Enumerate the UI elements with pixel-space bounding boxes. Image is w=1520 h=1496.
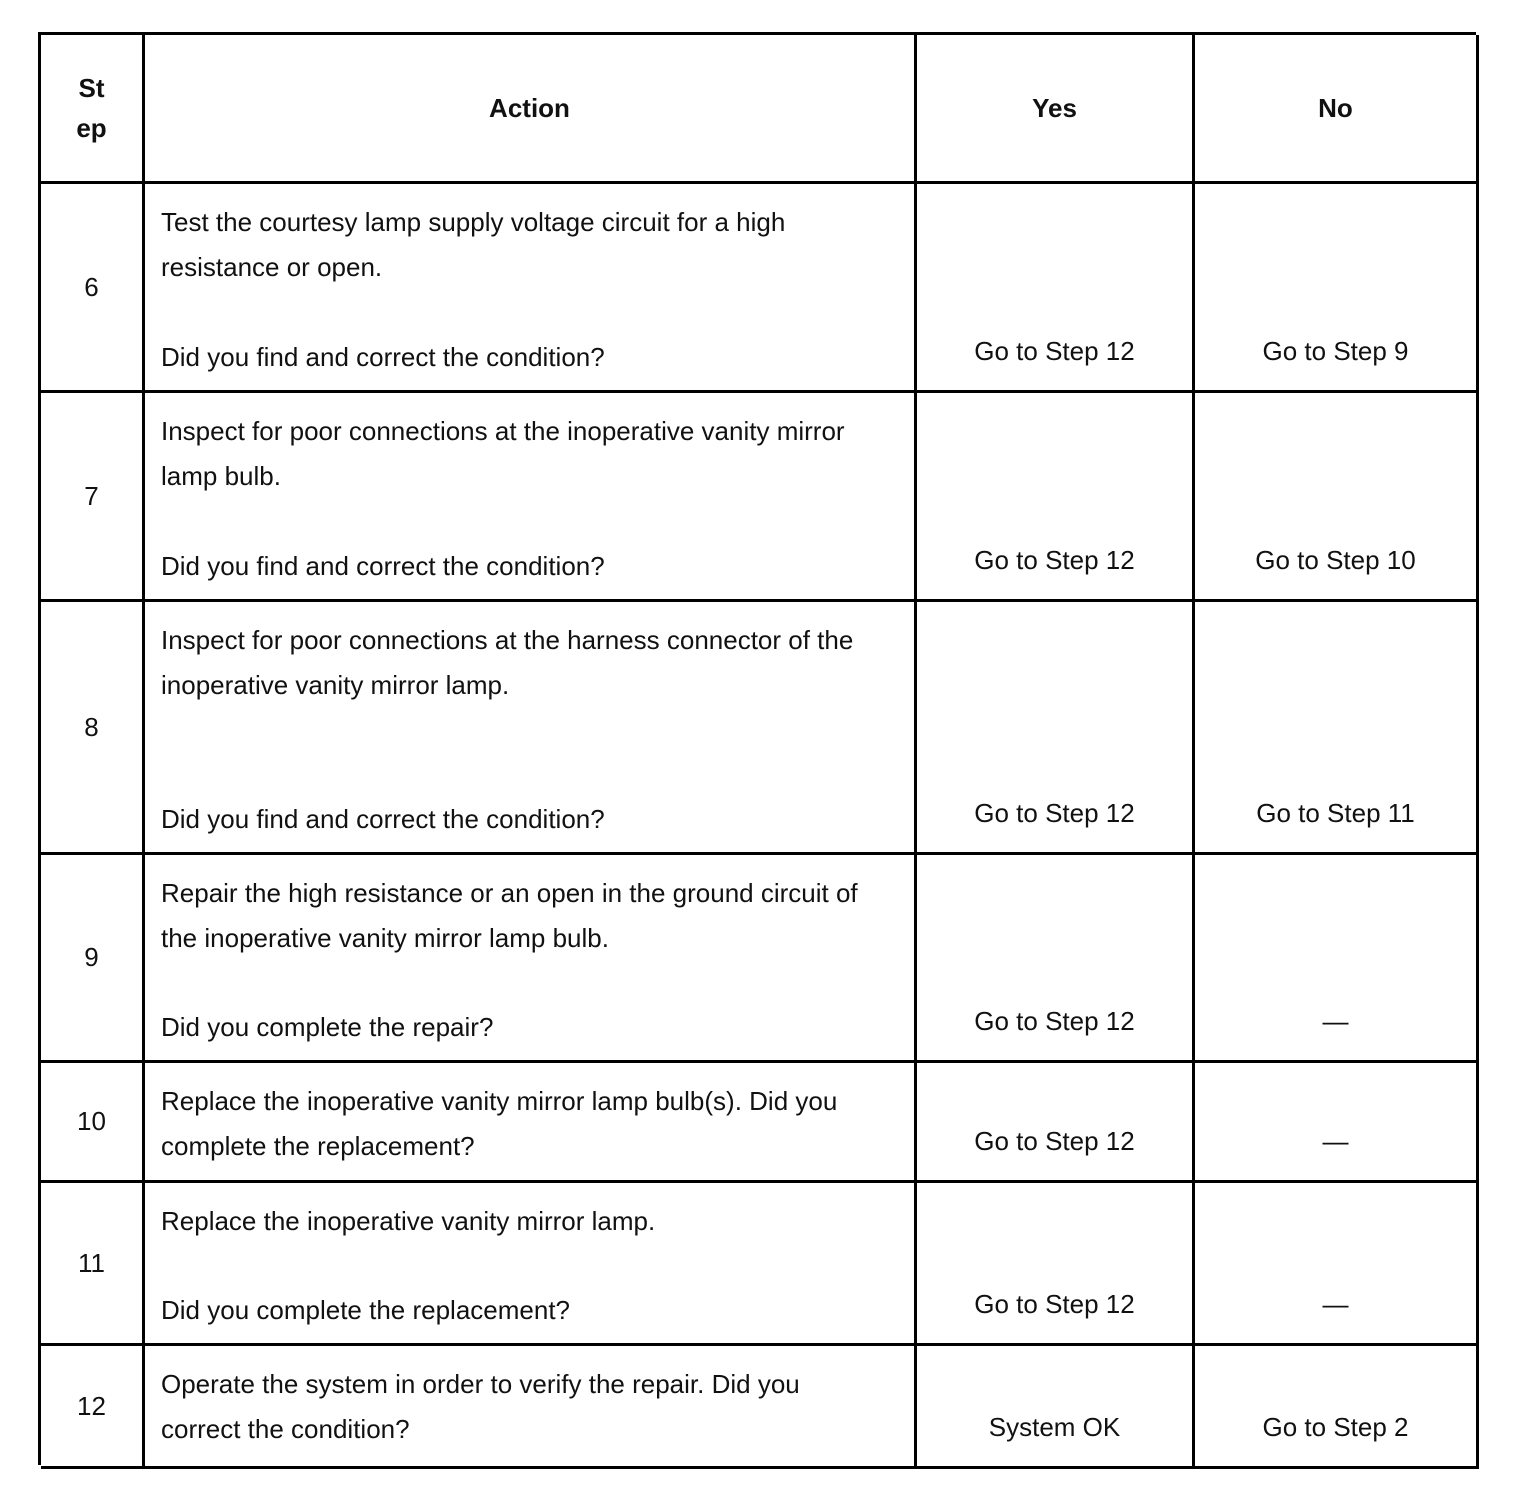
action-text: Inspect for poor connections at the inoperative vanity mirror lamp bulb. bbox=[161, 416, 845, 491]
action-question: Did you complete the repair? bbox=[161, 1012, 494, 1042]
header-step: St ep bbox=[41, 35, 145, 184]
yes-result: System OK bbox=[917, 1346, 1195, 1469]
no-result: — bbox=[1195, 855, 1479, 1063]
action-question: Did you find and correct the condition? bbox=[161, 551, 605, 581]
action-text: Inspect for poor connections at the harness connector of the inoperative vanity mirror lamp. bbox=[161, 625, 854, 700]
header-yes: Yes bbox=[917, 35, 1195, 184]
action-text: Test the courtesy lamp supply voltage circuit for a high resistance or open. bbox=[161, 207, 786, 282]
action-cell bbox=[145, 1183, 917, 1346]
step-number: 11 bbox=[41, 1183, 145, 1346]
no-result: — bbox=[1195, 1063, 1479, 1183]
action-text: Replace the inoperative vanity mirror lamp. bbox=[161, 1206, 656, 1236]
action-cell bbox=[145, 184, 917, 393]
step-number: 9 bbox=[41, 855, 145, 1063]
action-text: Operate the system in order to verify the repair. Did you correct the condition? bbox=[161, 1369, 800, 1444]
action-cell bbox=[145, 855, 917, 1063]
action-question: Did you find and correct the condition? bbox=[161, 342, 605, 372]
yes-result: Go to Step 12 bbox=[917, 184, 1195, 393]
no-result: — bbox=[1195, 1183, 1479, 1346]
yes-result: Go to Step 12 bbox=[917, 1183, 1195, 1346]
action-cell bbox=[145, 1063, 917, 1183]
header-no: No bbox=[1195, 35, 1479, 184]
yes-result: Go to Step 12 bbox=[917, 602, 1195, 855]
step-number: 7 bbox=[41, 393, 145, 602]
action-cell bbox=[145, 1346, 917, 1469]
action-text: Replace the inoperative vanity mirror lamp bulb(s). Did you complete the replacement? bbox=[161, 1086, 838, 1161]
action-cell bbox=[145, 393, 917, 602]
no-result: Go to Step 10 bbox=[1195, 393, 1479, 602]
header-action: Action bbox=[145, 35, 917, 184]
yes-result: Go to Step 12 bbox=[917, 1063, 1195, 1183]
step-number: 10 bbox=[41, 1063, 145, 1183]
yes-result: Go to Step 12 bbox=[917, 855, 1195, 1063]
action-question: Did you find and correct the condition? bbox=[161, 804, 605, 834]
diagnostic-table bbox=[38, 32, 1476, 1465]
action-cell bbox=[145, 602, 917, 855]
no-result: Go to Step 9 bbox=[1195, 184, 1479, 393]
no-result: Go to Step 11 bbox=[1195, 602, 1479, 855]
action-question: Did you complete the replacement? bbox=[161, 1295, 571, 1325]
step-number: 12 bbox=[41, 1346, 145, 1469]
step-number: 6 bbox=[41, 184, 145, 393]
action-text: Repair the high resistance or an open in the ground circuit of the inoperative vanity mirror lamp bulb. bbox=[161, 878, 858, 953]
step-number: 8 bbox=[41, 602, 145, 855]
yes-result: Go to Step 12 bbox=[917, 393, 1195, 602]
no-result: Go to Step 2 bbox=[1195, 1346, 1479, 1469]
